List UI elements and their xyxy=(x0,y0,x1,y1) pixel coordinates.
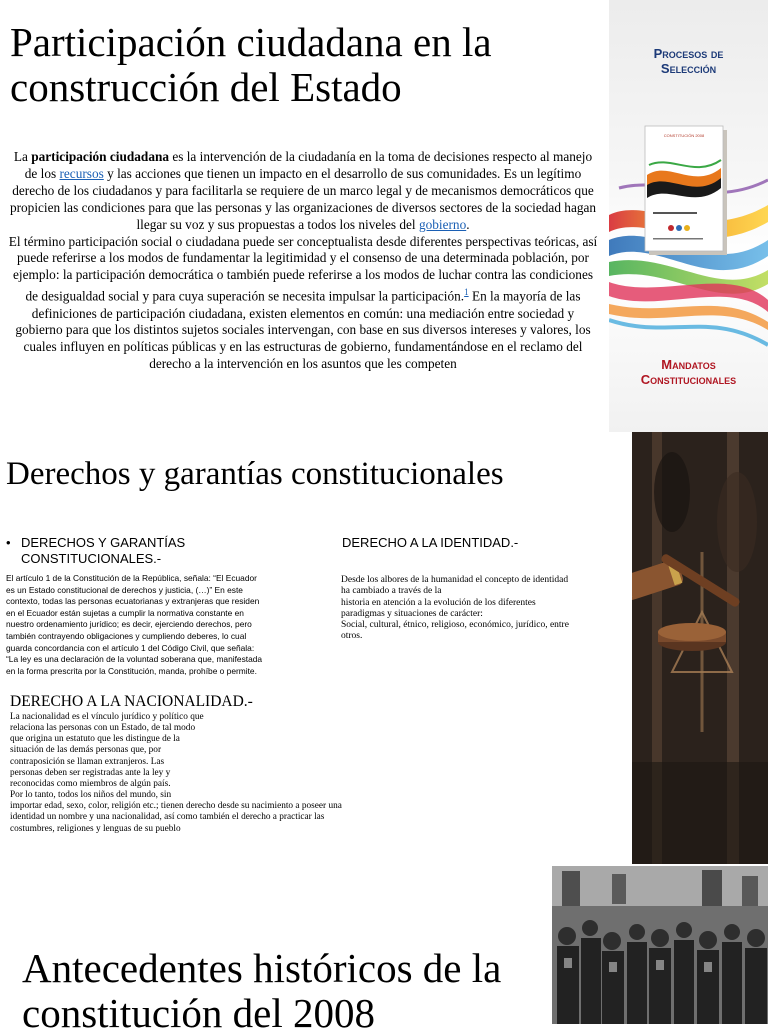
cover-bottom-line1: Mandatos xyxy=(609,357,768,372)
body-line: Desde los albores de la humanidad el concepto de identidad xyxy=(341,575,621,586)
link-recursos[interactable]: recursos xyxy=(59,166,103,181)
gavel-image xyxy=(632,432,768,864)
body-line: Por lo tanto, todos los niños del mundo, sin xyxy=(10,790,430,801)
slide1-title: Participación ciudadana en la construcción del Estado xyxy=(10,20,600,110)
body-line: nuestro ordenamiento jurídico; es decir, ejerciendo derechos, pero xyxy=(6,619,326,631)
body-line: en la forma prescrita por la Constitución, manda, prohíbe o permite. xyxy=(6,666,326,678)
cover-top-line2: Selección xyxy=(609,61,768,76)
body-line: identidad un nombre y una nacionalidad, así como también el derecho a practicar las xyxy=(10,812,430,823)
derechos-heading-line1: DERECHOS Y GARANTÍAS xyxy=(21,535,326,551)
body-line: contraposición se llaman extranjeros. Las xyxy=(10,757,430,768)
text-span: es la intervención de la ciudadanía en la toma de decisiones respecto al manejo de los xyxy=(25,149,592,181)
nacionalidad-body xyxy=(10,712,430,835)
gavel-artwork xyxy=(632,432,768,864)
body-line: guarda concordancia con el artículo 1 del Código Civil, que señala: xyxy=(6,643,326,655)
cover-top-line1: Procesos de xyxy=(609,46,768,61)
slide3-title: Antecedentes históricos de la constitución del 2008 xyxy=(22,946,562,1036)
book-cover-image xyxy=(609,0,768,432)
body-line: “La ley es una declaración de la voluntad soberana que, manifestada xyxy=(6,654,326,666)
text-span: . xyxy=(466,217,469,232)
body-line: personas deben ser registradas ante la ley y xyxy=(10,768,430,779)
cover-bottom-title xyxy=(609,357,768,387)
slide1-body xyxy=(8,149,598,373)
link-gobierno[interactable]: gobierno xyxy=(419,217,466,232)
slide1-paragraph-2 xyxy=(8,234,598,374)
cover-bottom-line2: Constitucionales xyxy=(609,372,768,387)
nacionalidad-heading: DERECHO A LA NACIONALIDAD.- xyxy=(10,693,340,711)
slide1-paragraph-1 xyxy=(8,149,598,234)
bullet-icon: • xyxy=(6,535,11,551)
body-line: ha cambiado a través de la xyxy=(341,586,621,597)
derechos-heading-line2: CONSTITUCIONALES.- xyxy=(21,551,326,567)
footnote-link[interactable]: 1 xyxy=(464,287,469,297)
text-span: El término participación social o ciudadana puede ser conceptualista desde diferentes perspectivas teóricas, así puede referirse a los modos de fundamentar la legitimidad y el consenso de una determinada población, por ejemplo: la participación democrática o también puede referirse a los modos de luchar contra las condiciones de desigualdad social y para cuya superación se necesita impulsar la participación. xyxy=(9,234,598,304)
body-line: reconocidas como miembros de algún país. xyxy=(10,779,430,790)
body-line: contexto, todas las personas ecuatorianas y extranjeras que residen xyxy=(6,596,326,608)
crowd-artwork xyxy=(552,866,768,1024)
bold-term: participación ciudadana xyxy=(31,149,169,164)
body-line: situación de las demás personas que, por xyxy=(10,745,430,756)
text-span: y las acciones que tienen un impacto en el desarrollo de sus comunidades. Es un legítimo derecho de los ciudadanos y para facilitarla se requiere de un marco legal y de mecanismos democráticos que propicien las condiciones para que las personas y las organizaciones de diversos sectores de la sociedad hagan llegar su voz y sus propuestas a todos los niveles del xyxy=(10,166,596,232)
body-line: Social, cultural, étnico, religioso, económico, jurídico, entre xyxy=(341,620,621,631)
book-label: CONSTITUCIÓN 2008 xyxy=(664,133,705,138)
body-line: El artículo 1 de la Constitución de la República, señala: “El Ecuador xyxy=(6,573,326,585)
historical-photo xyxy=(552,866,768,1024)
body-line: La nacionalidad es el vínculo jurídico y político que xyxy=(10,712,430,723)
text-span: En la mayoría de las definiciones de participación ciudadana, existen elementos en común: una mediación entre sociedad y gobierno para que los distintos sujetos sociales intervengan, con base en sus diversos intereses y valores, los cuales influyen en políticas públicas y en las estructuras de gobierno, fundamentándose en el reclamo del derecho a la intervención en los asuntos que les competen xyxy=(15,289,590,372)
derechos-heading xyxy=(6,535,326,566)
body-line: importar edad, sexo, color, religión etc.; tienen derecho desde su nacimiento a poseer una xyxy=(10,801,430,812)
body-line: es un Estado constitucional de derechos y justicia, (…)” En este xyxy=(6,585,326,597)
identidad-heading: DERECHO A LA IDENTIDAD.- xyxy=(342,535,622,551)
body-line: que origina un estatuto que les distingue de la xyxy=(10,734,430,745)
derechos-body xyxy=(6,573,326,677)
body-line: también contrayendo obligaciones y cumpliendo deberes, lo cual xyxy=(6,631,326,643)
slide2-title: Derechos y garantías constitucionales xyxy=(6,454,606,494)
body-line: relaciona las personas con un Estado, de tal modo xyxy=(10,723,430,734)
body-line: en el Ecuador están sujetas a cumplir la normativa constante en xyxy=(6,608,326,620)
body-line: otros. xyxy=(341,631,621,642)
text-span: La xyxy=(14,149,31,164)
identidad-body xyxy=(341,575,621,643)
body-line: costumbres, religiones y lenguas de su pueblo xyxy=(10,824,430,835)
body-line: paradigmas y situaciones de carácter: xyxy=(341,609,621,620)
body-line: historia en atención a la evolución de los diferentes xyxy=(341,598,621,609)
